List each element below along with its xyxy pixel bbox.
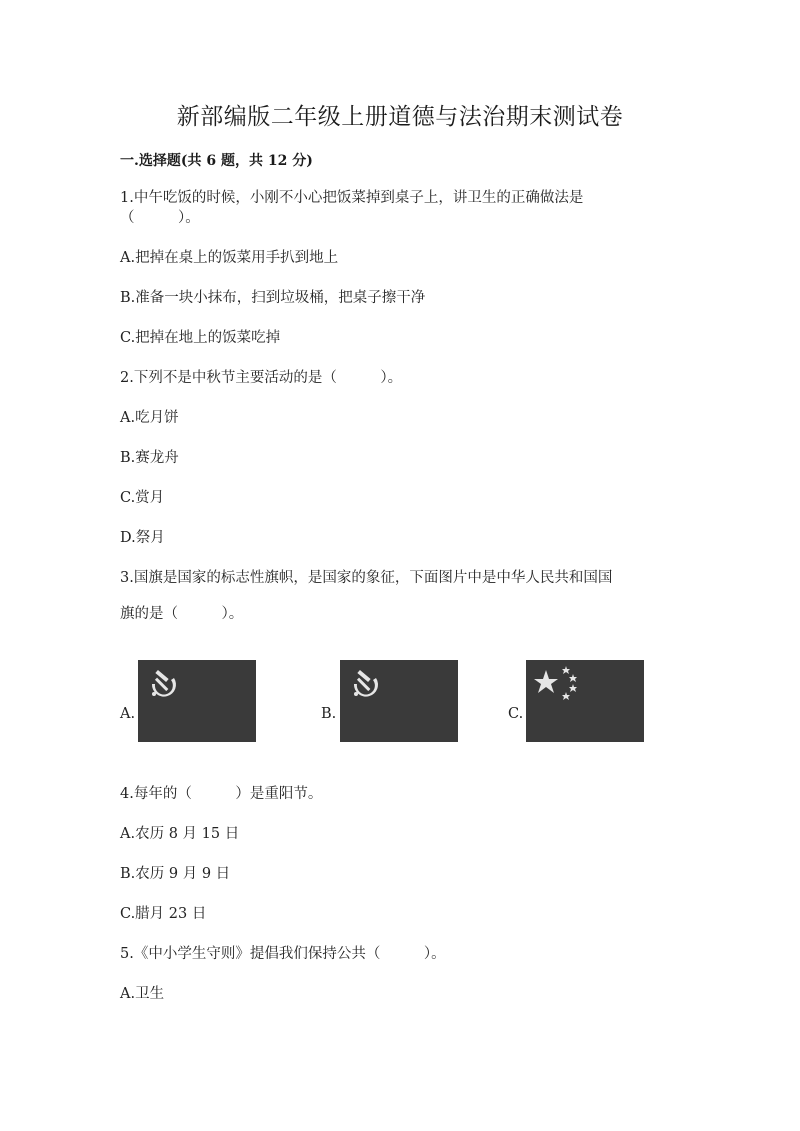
- question-3-option-a: A.: [120, 706, 136, 722]
- question-4-option-b: B.农历 9 月 9 日: [120, 866, 231, 882]
- section-heading: 一.选择题(共 6 题，共 12 分): [120, 153, 313, 169]
- question-3-stem: 3.国旗是国家的标志性旗帜，是国家的象征，下面图片中是中华人民共和国国: [120, 570, 613, 586]
- question-5-option-a: A.卫生: [120, 986, 165, 1002]
- hammer-sickle-flag-icon: [138, 660, 256, 742]
- question-4-stem: 4.每年的（ ）是重阳节。: [120, 786, 323, 802]
- question-1-option-c: C.把掉在地上的饭菜吃掉: [120, 330, 281, 346]
- question-2-stem: 2.下列不是中秋节主要活动的是（ ）。: [120, 370, 403, 386]
- question-1-option-a: A.把掉在桌上的饭菜用手扒到地上: [120, 250, 339, 266]
- question-3-option-c: C.: [508, 706, 524, 722]
- hammer-sickle-flag-icon: [340, 660, 458, 742]
- question-3-blank: 旗的是（ ）。: [120, 606, 244, 622]
- question-3-option-b: B.: [321, 706, 337, 722]
- page-title: 新部编版二年级上册道德与法治期末测试卷: [176, 104, 624, 130]
- five-star-flag-icon: [526, 660, 644, 742]
- question-1-option-b: B.准备一块小抹布，扫到垃圾桶，把桌子擦干净: [120, 290, 426, 306]
- question-2-option-b: B.赛龙舟: [120, 450, 179, 466]
- question-4-option-a: A.农历 8 月 15 日: [120, 826, 240, 842]
- question-2-option-d: D.祭月: [120, 530, 165, 546]
- question-2-option-c: C.赏月: [120, 490, 165, 506]
- question-1-blank: （ ）。: [120, 210, 200, 226]
- question-4-option-c: C.腊月 23 日: [120, 906, 207, 922]
- question-1-stem: 1.中午吃饭的时候，小刚不小心把饭菜掉到桌子上，讲卫生的正确做法是: [120, 190, 584, 206]
- question-5-stem: 5.《中小学生守则》提倡我们保持公共（ ）。: [120, 946, 446, 962]
- question-2-option-a: A.吃月饼: [120, 410, 179, 426]
